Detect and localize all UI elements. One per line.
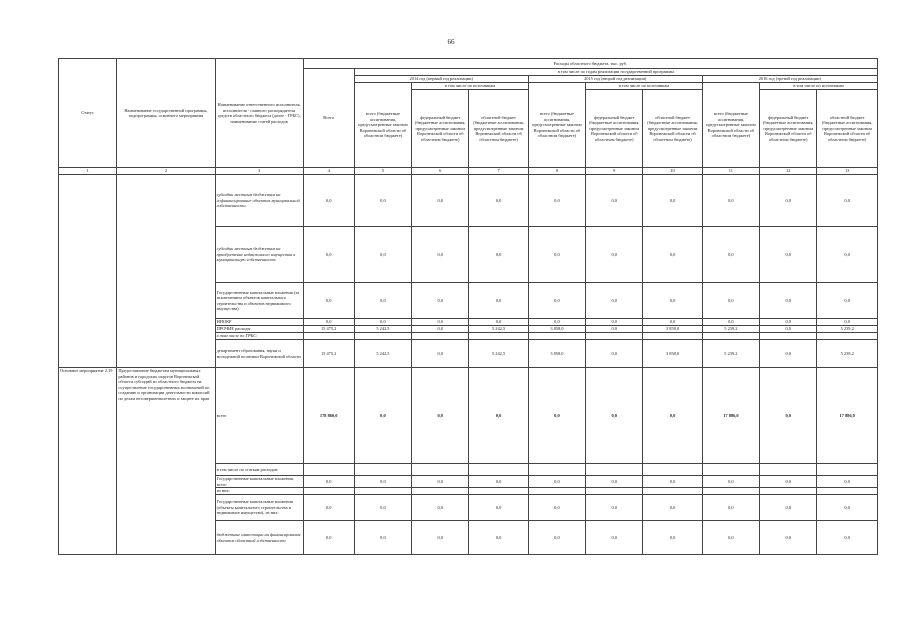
row-value: 0,0: [586, 175, 643, 227]
row-label: бюджетные инвестиции на финансирование объектов областной собственности: [215, 521, 303, 555]
row-value: 0,0: [702, 283, 759, 319]
row-value: [760, 488, 817, 495]
row-value: 0,0: [412, 319, 469, 326]
row-value: 0,0: [412, 340, 469, 368]
row-value: [412, 488, 469, 495]
row-value: 0,0: [303, 227, 354, 283]
row-value: 0,0: [586, 319, 643, 326]
column-number: 13: [817, 168, 878, 175]
row-value: 5 239,2: [702, 340, 759, 368]
row-value: 0,0: [354, 521, 411, 555]
measure-total-value: 178 860,0: [303, 368, 354, 464]
row-value: 0,0: [412, 326, 469, 333]
row-value: 0,0: [760, 175, 817, 227]
row-value: 0,0: [528, 319, 585, 326]
row-value: [817, 333, 878, 340]
measure-status: Основное мероприятие 2.19: [59, 368, 117, 555]
header-2014-federal: федеральный бюджет (бюджетные ассигнования, предусмотренные законом Воронежской области об областном бюджете): [412, 90, 469, 168]
row-value: 0,0: [702, 476, 759, 488]
row-value: 0,0: [817, 495, 878, 521]
row-value: 0,0: [817, 227, 878, 283]
measure-total-value: 17 886,0: [817, 368, 878, 464]
row-value: 0,0: [760, 227, 817, 283]
row-value: [702, 464, 759, 476]
row-value: 0,0: [412, 476, 469, 488]
row-label: Государственные капитальные вложения (объекты капитального строительства и недвижимое имущество), из них:: [215, 495, 303, 521]
row-value: [469, 488, 528, 495]
row-value: 0,0: [303, 521, 354, 555]
row-value: [469, 333, 528, 340]
row-value: 0,0: [702, 521, 759, 555]
row-value: 0,0: [469, 319, 528, 326]
column-number: 11: [702, 168, 759, 175]
row-value: [586, 333, 643, 340]
row-value: [354, 464, 411, 476]
row-value: 0,0: [817, 476, 878, 488]
row-value: 5 239,2: [817, 340, 878, 368]
row-value: 5 239,2: [702, 326, 759, 333]
header-budget: Расходы областного бюджета, тыс. руб.: [303, 59, 877, 69]
measure-total-value: 0,0: [643, 368, 702, 464]
row-value: 0,0: [586, 521, 643, 555]
column-number: 12: [760, 168, 817, 175]
column-number: 4: [303, 168, 354, 175]
column-number: 3: [215, 168, 303, 175]
row-value: [412, 464, 469, 476]
row-value: 0,0: [586, 283, 643, 319]
row-value: 0,0: [760, 283, 817, 319]
row-label: НИОКР: [215, 319, 303, 326]
header-status: Статус: [59, 59, 117, 168]
header-2016-federal: федеральный бюджет (бюджетные ассигнования, предусмотренные законом Воронежской области об областном бюджете): [760, 90, 817, 168]
row-value: [528, 333, 585, 340]
row-value: 0,0: [643, 227, 702, 283]
measure-total-value: 17 886,0: [702, 368, 759, 464]
row-value: 15 475,2: [303, 340, 354, 368]
row-value: 15 475,2: [303, 326, 354, 333]
row-value: [643, 488, 702, 495]
measure-name: Предоставление бюджетам муниципальных районов и городских округов Воронежской области субсидий из областного бюджета на осуществление государственных полномочий по созданию и организации деятельности комиссий по делам несовершеннолетних и защите их прав: [117, 368, 215, 555]
row-value: 0,0: [528, 175, 585, 227]
row-value: 0,0: [760, 521, 817, 555]
column-number: 6: [412, 168, 469, 175]
column-number: 7: [469, 168, 528, 175]
row-value: [303, 333, 354, 340]
row-value: 0,0: [643, 175, 702, 227]
measure-total-value: 0,0: [412, 368, 469, 464]
row-label: субсидии местным бюджетам на софинансирование объектов муниципальной собственности: [215, 175, 303, 227]
measure-total-value: 0,0: [760, 368, 817, 464]
row-value: 0,0: [586, 495, 643, 521]
column-number-row: [59, 168, 878, 175]
budget-table: [58, 58, 878, 555]
row-label: в том числе по ГРБС:: [215, 333, 303, 340]
row-label: департамент образования, науки и молодежной политики Воронежской области: [215, 340, 303, 368]
row-value: 0,0: [469, 283, 528, 319]
row-value: [303, 464, 354, 476]
row-value: 0,0: [412, 283, 469, 319]
header-2014-sources: в том числе по источникам: [412, 83, 529, 90]
row-label: субсидии местным бюджетам на приобретение недвижимого имущества в муниципальную собственность: [215, 227, 303, 283]
header-responsible: Наименование ответственного исполнителя, исполнителя - главного распорядителя средств областного бюджета (далее - ГРБС), наименование статей расходов: [215, 59, 303, 168]
row-value: 5 242,5: [469, 326, 528, 333]
row-value: 0,0: [469, 495, 528, 521]
measure-total-value: 0,0: [354, 368, 411, 464]
row-value: 3 858,0: [643, 326, 702, 333]
row-value: 0,0: [303, 283, 354, 319]
row-value: 0,0: [817, 319, 878, 326]
row-label: Государственные капитальные вложения, всего: [215, 476, 303, 488]
row-value: 0,0: [354, 476, 411, 488]
row-value: 5 242,5: [354, 326, 411, 333]
row-value: 0,0: [702, 495, 759, 521]
row-value: [817, 488, 878, 495]
row-value: 0,0: [354, 283, 411, 319]
header-2014-total: всего (бюджетные ассигнования, предусмотренные законом Воронежской области об областном бюджете): [354, 83, 411, 168]
row-value: 0,0: [817, 175, 878, 227]
row-value: 0,0: [528, 283, 585, 319]
row-value: 0,0: [528, 227, 585, 283]
row-value: 0,0: [760, 319, 817, 326]
header-year-2015: 2015 год (второй год реализации): [528, 76, 702, 83]
page-number: 66: [447, 38, 455, 46]
row-value: [643, 464, 702, 476]
row-value: 0,0: [412, 175, 469, 227]
header-2014-regional: областной бюджет (бюджетные ассигнования, предусмотренные законом Воронежской области об областном бюджете): [469, 90, 528, 168]
header-total: Всего: [303, 69, 354, 168]
row-label: ПРОЧИЕ расходы: [215, 326, 303, 333]
column-number: 10: [643, 168, 702, 175]
row-value: 3 858,0: [528, 326, 585, 333]
header-2015-federal: федеральный бюджет (бюджетные ассигнования, предусмотренные законом Воронежской области об областном бюджете): [586, 90, 643, 168]
header-2016-regional: областной бюджет (бюджетные ассигнования, предусмотренные законом Воронежской области об областном бюджете): [817, 90, 878, 168]
table-row: [59, 175, 878, 227]
row-value: 0,0: [412, 495, 469, 521]
row-value: 0,0: [412, 227, 469, 283]
column-number: 9: [586, 168, 643, 175]
row-value: 0,0: [643, 495, 702, 521]
row-value: 0,0: [528, 521, 585, 555]
row-value: [643, 333, 702, 340]
row-value: 0,0: [643, 476, 702, 488]
header-year-2016: 2016 год (третий год реализации): [702, 76, 877, 83]
row-value: [412, 333, 469, 340]
column-number: 5: [354, 168, 411, 175]
row-value: 0,0: [702, 227, 759, 283]
row-value: 0,0: [303, 476, 354, 488]
row-value: 5 239,2: [817, 326, 878, 333]
row-value: [586, 464, 643, 476]
row-value: 0,0: [643, 521, 702, 555]
row-value: 0,0: [469, 175, 528, 227]
row-value: 0,0: [303, 175, 354, 227]
row-value: 0,0: [817, 283, 878, 319]
row-value: [354, 488, 411, 495]
measure-total-value: 0,0: [469, 368, 528, 464]
row-value: 5 242,5: [469, 340, 528, 368]
row-value: 0,0: [643, 283, 702, 319]
row-value: [528, 464, 585, 476]
row-value: [817, 464, 878, 476]
column-number: 8: [528, 168, 585, 175]
row-value: 0,0: [817, 521, 878, 555]
row-value: 0,0: [354, 495, 411, 521]
row-value: 3 858,0: [528, 340, 585, 368]
row-label: Государственные капитальные вложения (за исключением объектов капитального строительства и объектов недвижимого имущества): [215, 283, 303, 319]
column-number: 1: [59, 168, 117, 175]
row-value: 0,0: [702, 319, 759, 326]
row-value: [702, 488, 759, 495]
header-year-2014: 2014 год (первый год реализации): [354, 76, 528, 83]
row-value: 0,0: [469, 476, 528, 488]
row-value: 0,0: [303, 495, 354, 521]
header-2016-total: всего (бюджетные ассигнования, предусмотренные законом Воронежской области об областном бюджете): [702, 83, 759, 168]
row-value: 0,0: [643, 319, 702, 326]
header-2015-regional: областной бюджет (бюджетные ассигнования, предусмотренные законом Воронежской области об областном бюджете): [643, 90, 702, 168]
row-value: 0,0: [303, 319, 354, 326]
row-value: [586, 488, 643, 495]
name-cell: [117, 175, 215, 368]
row-value: [702, 333, 759, 340]
row-value: 0,0: [586, 476, 643, 488]
row-value: [354, 333, 411, 340]
row-value: 0,0: [760, 495, 817, 521]
row-value: [528, 488, 585, 495]
row-value: 0,0: [528, 495, 585, 521]
row-value: 0,0: [760, 326, 817, 333]
row-value: [760, 333, 817, 340]
measure-total-value: 0,0: [586, 368, 643, 464]
row-value: 0,0: [354, 227, 411, 283]
row-value: 0,0: [354, 319, 411, 326]
measure-total-label: всего: [215, 368, 303, 464]
header-by-years: в том числе по годам реализации государственной программы: [354, 69, 877, 76]
row-value: 0,0: [528, 476, 585, 488]
row-value: [760, 464, 817, 476]
row-value: 0,0: [412, 521, 469, 555]
row-value: 5 242,5: [354, 340, 411, 368]
row-value: 0,0: [469, 227, 528, 283]
header-2016-sources: в том числе по источникам: [760, 83, 878, 90]
row-value: 0,0: [354, 175, 411, 227]
row-value: 0,0: [760, 340, 817, 368]
row-label: из них:: [215, 488, 303, 495]
table-row: [59, 368, 878, 464]
row-value: 0,0: [702, 175, 759, 227]
row-value: 0,0: [586, 326, 643, 333]
column-number: 2: [117, 168, 215, 175]
row-value: [469, 464, 528, 476]
row-label: в том числе по статьям расходов:: [215, 464, 303, 476]
row-value: 3 858,0: [643, 340, 702, 368]
measure-total-value: 0,0: [528, 368, 585, 464]
row-value: 0,0: [586, 340, 643, 368]
row-value: 0,0: [469, 521, 528, 555]
header-name: Наименование государственной программы, подпрограммы, основного мероприятия: [117, 59, 215, 168]
row-value: 0,0: [760, 476, 817, 488]
row-value: [303, 488, 354, 495]
status-cell: [59, 175, 117, 368]
header-2015-sources: в том числе по источникам: [586, 83, 703, 90]
header-2015-total: всего (бюджетные ассигнования, предусмотренные законом Воронежской области об областном бюджете): [528, 83, 585, 168]
row-value: 0,0: [586, 227, 643, 283]
